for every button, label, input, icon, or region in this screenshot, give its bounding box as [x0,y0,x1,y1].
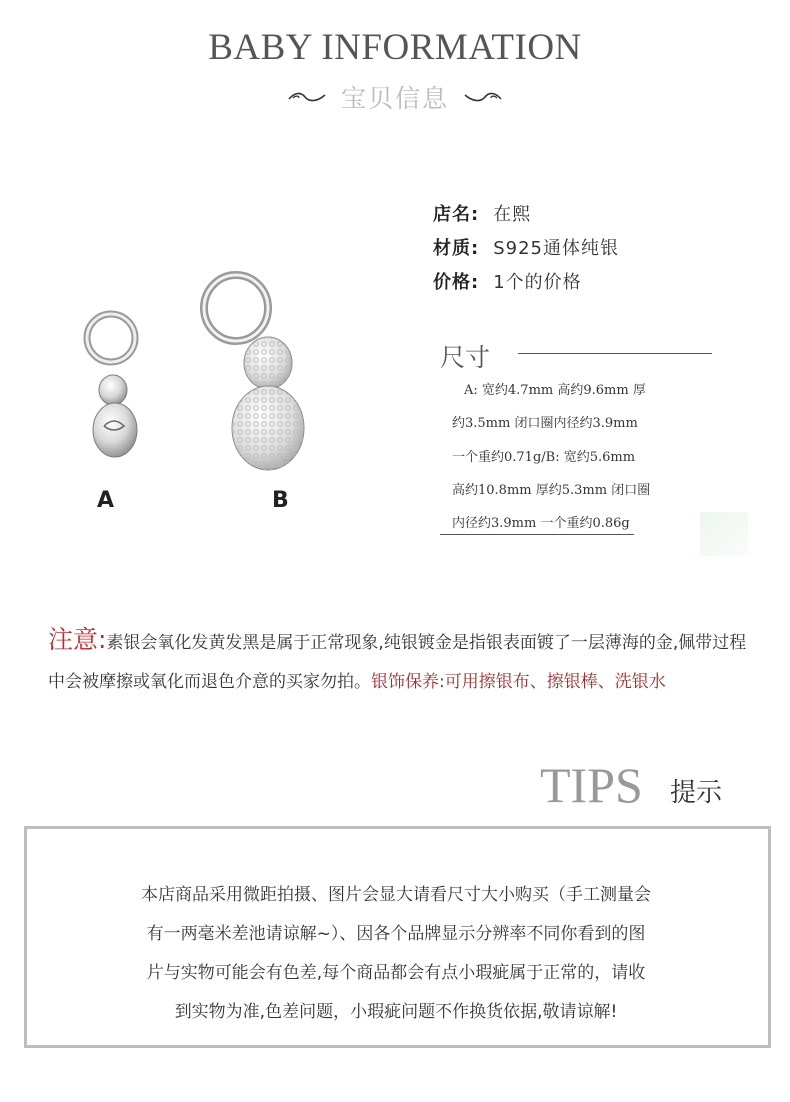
info-row-material [433,234,619,260]
tips-line: 到实物为准,色差问题，小瑕疵问题不作换货依据,敬请谅解! [174,1002,618,1022]
notice-paragraph [48,620,760,702]
info-label: 价格: [433,272,480,293]
silver-gourd-pendant-filigree-icon [196,268,306,488]
info-label: 店名: [433,204,480,225]
size-spec-line: A: 宽约4.7mm 高约9.6mm 厚 [464,383,646,398]
product-a-label: A [97,488,115,513]
silver-gourd-pendant-small-icon [70,300,150,470]
info-value: S925通体纯银 [493,238,619,259]
size-spec-line: 一个重约0.71g/B: 宽约5.6mm [452,450,636,465]
left-swirl-ornament-icon [287,90,327,104]
tips-line: 有一两毫米差池请谅解~）、因各个品牌显示分辨率不同你看到的图 [146,924,646,944]
page-subtitle-cn: 宝贝信息 [340,84,449,113]
notice-body: 素银会氧化发黄发黑是属于正常现象,纯银镀金是指银表面镀了一层薄海的金,佩带过程中会被摩擦或氧化而退色介意的买家勿拍。 [48,633,747,692]
size-spec-line: 高约10.8mm 厚约5.3mm 闭口圈 [452,483,651,498]
product-a-image [70,300,150,470]
info-row-shop [433,200,531,226]
product-b-label: B [272,488,289,513]
info-value: 在熙 [493,204,532,225]
right-swirl-ornament-icon [463,90,503,104]
info-value: 1个的价格 [493,272,582,293]
size-title: 尺寸 [440,343,491,372]
size-divider [518,353,712,354]
info-row-price [433,268,582,294]
size-underline [440,534,634,535]
size-spec-line: 约3.5mm 闭口圈内径约3.9mm [452,416,638,431]
tips-text [54,876,738,1032]
tips-line: 片与实物可能会有色差,每个商品都会有点小瑕疵属于正常的，请收 [146,963,646,983]
page-subtitle-row [0,80,790,114]
product-b-image [196,268,306,488]
faint-decoration [700,512,748,556]
size-spec-line: 内径约3.9mm 一个重约0.86g [452,516,630,531]
tips-title-cn: 提示 [670,778,723,808]
tips-title-en: TIPS [540,757,643,813]
notice-title: 注意: [48,625,107,654]
page-title-en: BABY INFORMATION [208,27,582,68]
notice-care: 银饰保养:可用擦银布、擦银棒、洗银水 [371,672,666,692]
tips-line: 本店商品采用微距拍摄、图片会显大请看尺寸大小购买（手工测量会 [141,885,651,905]
info-label: 材质: [433,238,480,259]
